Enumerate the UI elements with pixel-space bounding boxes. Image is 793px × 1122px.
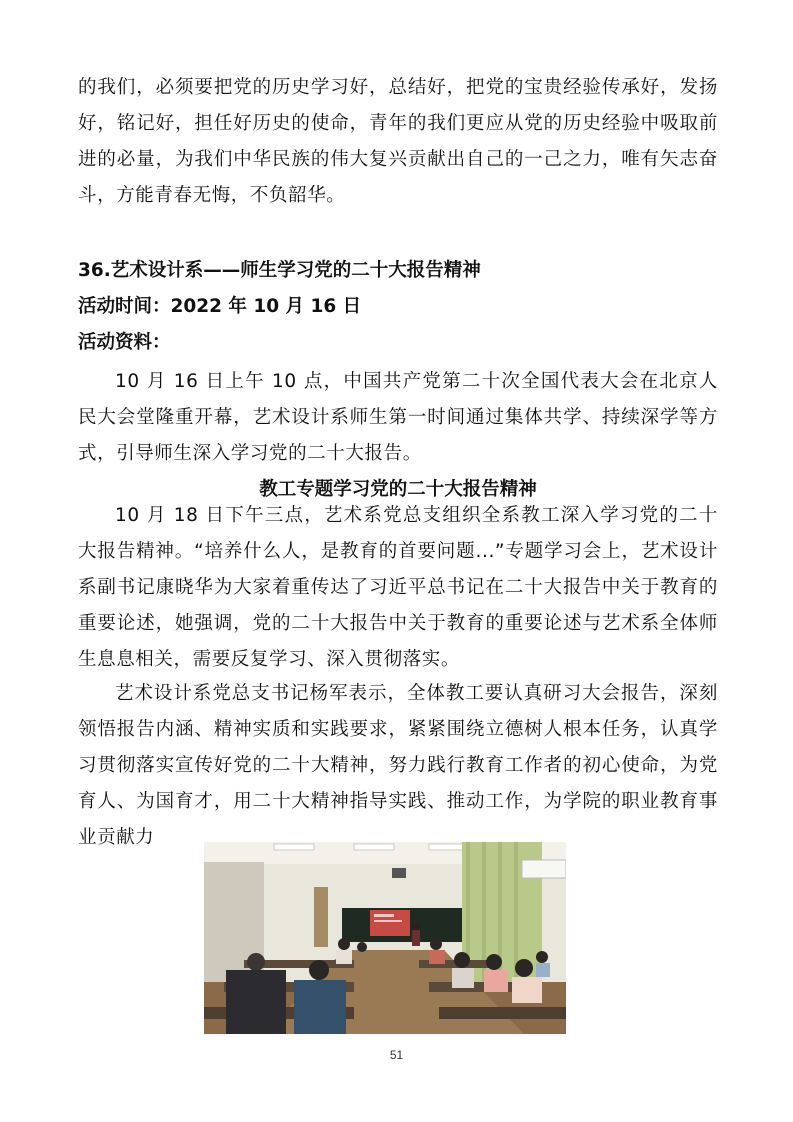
section-title: 36.艺术设计系——师生学习党的二十大报告精神 (78, 260, 481, 281)
subheading: 教工专题学习党的二十大报告精神 (259, 479, 537, 500)
intro-paragraph: 10 月 16 日上午 10 点，中国共产党第二十次全国代表大会在北京人民大会堂隆重开幕，艺术设计系师生第一时间通过集体共学、持续深学等方式，引导师生深入学习党的二十大报告。 (78, 371, 718, 464)
page-number: 51 (389, 1048, 404, 1062)
classroom-photo (204, 842, 566, 1034)
staff-paragraph: 10 月 18 日下午三点，艺术系党总支组织全系教工深入学习党的二十大报告精神。“培养什么人，是教育的首要问题...”专题学习会上，艺术设计系副书记康晓华为大家着重传达了习近平总书记在二十大报告中关于教育的重要论述，她强调，党的二十大报告中关于教育的重要论述与艺术系全体师生息息相关，需要反复学习、深入贯彻落实。 (78, 505, 718, 670)
activity-time: 活动时间：2022 年 10 月 16 日 (78, 296, 362, 317)
continuation-paragraph: 的我们，必须要把党的历史学习好，总结好，把党的宝贵经验传承好，发扬好，铭记好，担任好历史的使命，青年的我们更应从党的历史经验中吸取前进的必量，为我们中华民族的伟大复兴贡献出自己的一己之力，唯有矢志奋斗，方能青春无悔，不负韶华。 (78, 77, 718, 206)
activity-material-label: 活动资料： (78, 332, 171, 353)
secretary-paragraph: 艺术设计系党总支书记杨军表示，全体教工要认真研习大会报告，深刻领悟报告内涵、精神实质和实践要求，紧紧围绕立德树人根本任务，认真学习贯彻落实宣传好党的二十大精神，努力践行教育工作者的初心使命，为党育人、为国育才，用二十大精神指导实践、推动工作，为学院的职业教育事业贡献力 (78, 683, 718, 848)
